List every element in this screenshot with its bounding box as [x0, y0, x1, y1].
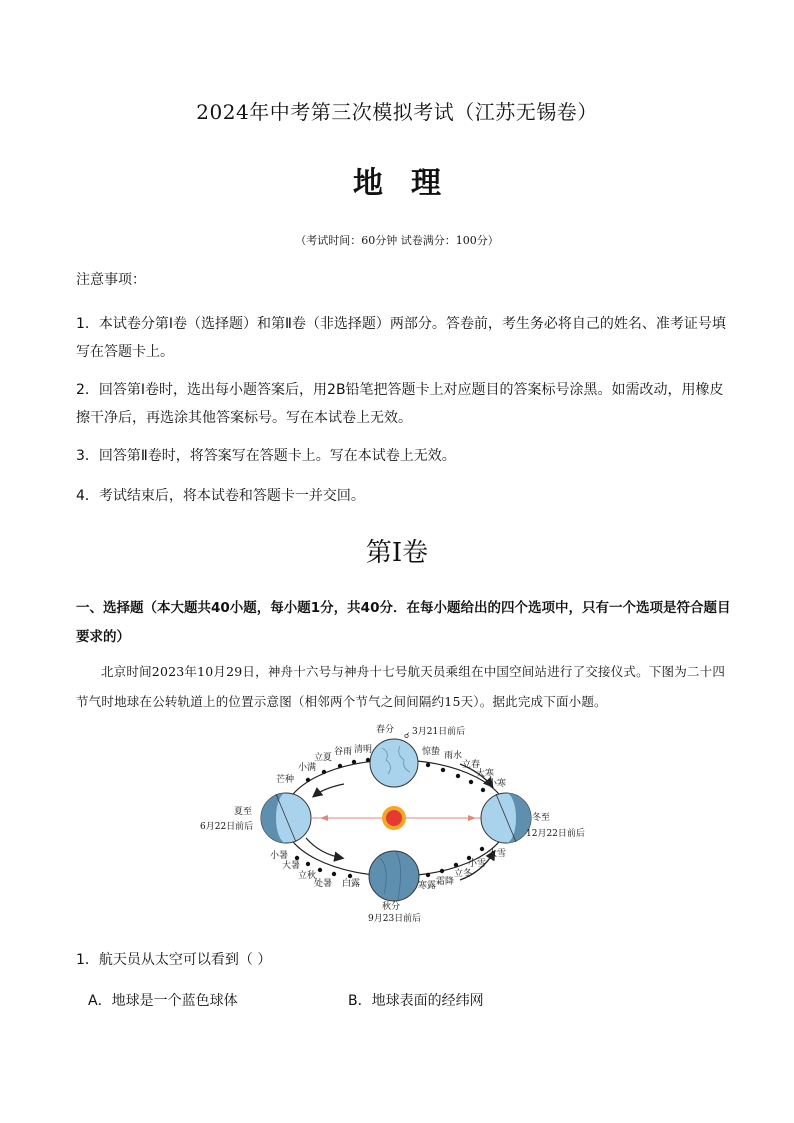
term-xiaoman: 小满 [298, 763, 317, 773]
term-daxue: 大雪 [488, 849, 507, 859]
term-chushu: 处暑 [314, 879, 333, 889]
earth-spring [370, 731, 418, 787]
label-summer: 夏至 [234, 807, 253, 817]
earth-autumn [369, 851, 419, 901]
exam-title: 2024年中考第三次模拟考试（江苏无锡卷） [196, 100, 598, 124]
svg-text:☌: ☌ [404, 731, 410, 740]
term-xiaohan: 小寒 [488, 779, 507, 789]
earth-orbit-figure [196, 718, 598, 926]
label-winter: 冬至 [532, 813, 551, 823]
term-yushui: 雨水 [444, 751, 463, 761]
sun-icon [382, 806, 406, 830]
term-shuangjiang: 霜降 [436, 877, 455, 887]
note-item-4: 4．考试结束后，将本试卷和答题卡一并交回。 [76, 488, 365, 504]
term-lichun: 立春 [462, 760, 481, 770]
question-1-option-a[interactable]: A．地球是一个蓝色球体 [88, 993, 238, 1009]
note-item-3: 3．回答第Ⅱ卷时，将答案写在答题卡上。写在本试卷上无效。 [76, 448, 456, 464]
term-dahan: 大寒 [476, 769, 495, 779]
label-autumn: 秋分 [382, 902, 401, 912]
term-liqiu: 立秋 [298, 871, 317, 881]
question-1-stem: 1．航天员从太空可以看到（ ） [76, 952, 272, 968]
term-xiaoshu: 小暑 [270, 851, 289, 861]
term-bailu: 白露 [342, 879, 361, 889]
section-intro: 北京时间2023年10月29日，神舟十六号与神舟十七号航天员乘组在中国空间站进行了交接仪式。下图为二十四节气时地球在公转轨道上的位置示意图（相邻两个节气之间间隔约15天）。据此完成下面小题。 [76, 664, 726, 709]
label-winter-date: 12月22日前后 [526, 829, 585, 839]
label-spring-date: 3月21日前后 [412, 727, 466, 737]
term-jingzhe: 惊蛰 [422, 747, 441, 757]
term-qingming: 清明 [354, 745, 373, 755]
volume-title: 第Ⅰ卷 [365, 538, 429, 568]
section-heading: 一、选择题（本大题共40小题，每小题1分，共40分．在每小题给出的四个选项中，只有一个选项是符合题目要求的） [76, 600, 731, 645]
label-autumn-date: 9月23日前后 [368, 914, 422, 924]
note-item-2: 2．回答第Ⅰ卷时，选出每小题答案后，用2B铅笔把答题卡上对应题目的答案标号涂黑。如需改动，用橡皮擦干净后，再选涂其他答案标号。写在本试卷上无效。 [76, 382, 724, 426]
earth-summer [261, 793, 311, 843]
exam-info: （考试时间：60分钟 试卷满分：100分） [295, 234, 499, 247]
term-mangzhong: 芒种 [276, 775, 295, 785]
term-dashu: 大暑 [282, 861, 301, 871]
label-summer-date: 6月22日前后 [200, 822, 254, 832]
note-item-1: 1．本试卷分第Ⅰ卷（选择题）和第Ⅱ卷（非选择题）两部分。答卷前，考生务必将自己的姓名、准考证号填写在答题卡上。 [76, 316, 726, 360]
question-1-option-b[interactable]: B．地球表面的经纬网 [348, 993, 484, 1009]
term-guyu: 谷雨 [334, 747, 353, 757]
subject-title: 地理 [353, 166, 469, 201]
notes-heading: 注意事项： [76, 272, 146, 288]
earth-winter [481, 793, 531, 843]
term-xiaoxue: 小雪 [468, 859, 487, 869]
term-lidong: 立冬 [454, 869, 473, 879]
label-spring: 春分 [376, 725, 395, 735]
term-lixia: 立夏 [314, 753, 333, 763]
term-hanlu: 寒露 [418, 881, 437, 891]
